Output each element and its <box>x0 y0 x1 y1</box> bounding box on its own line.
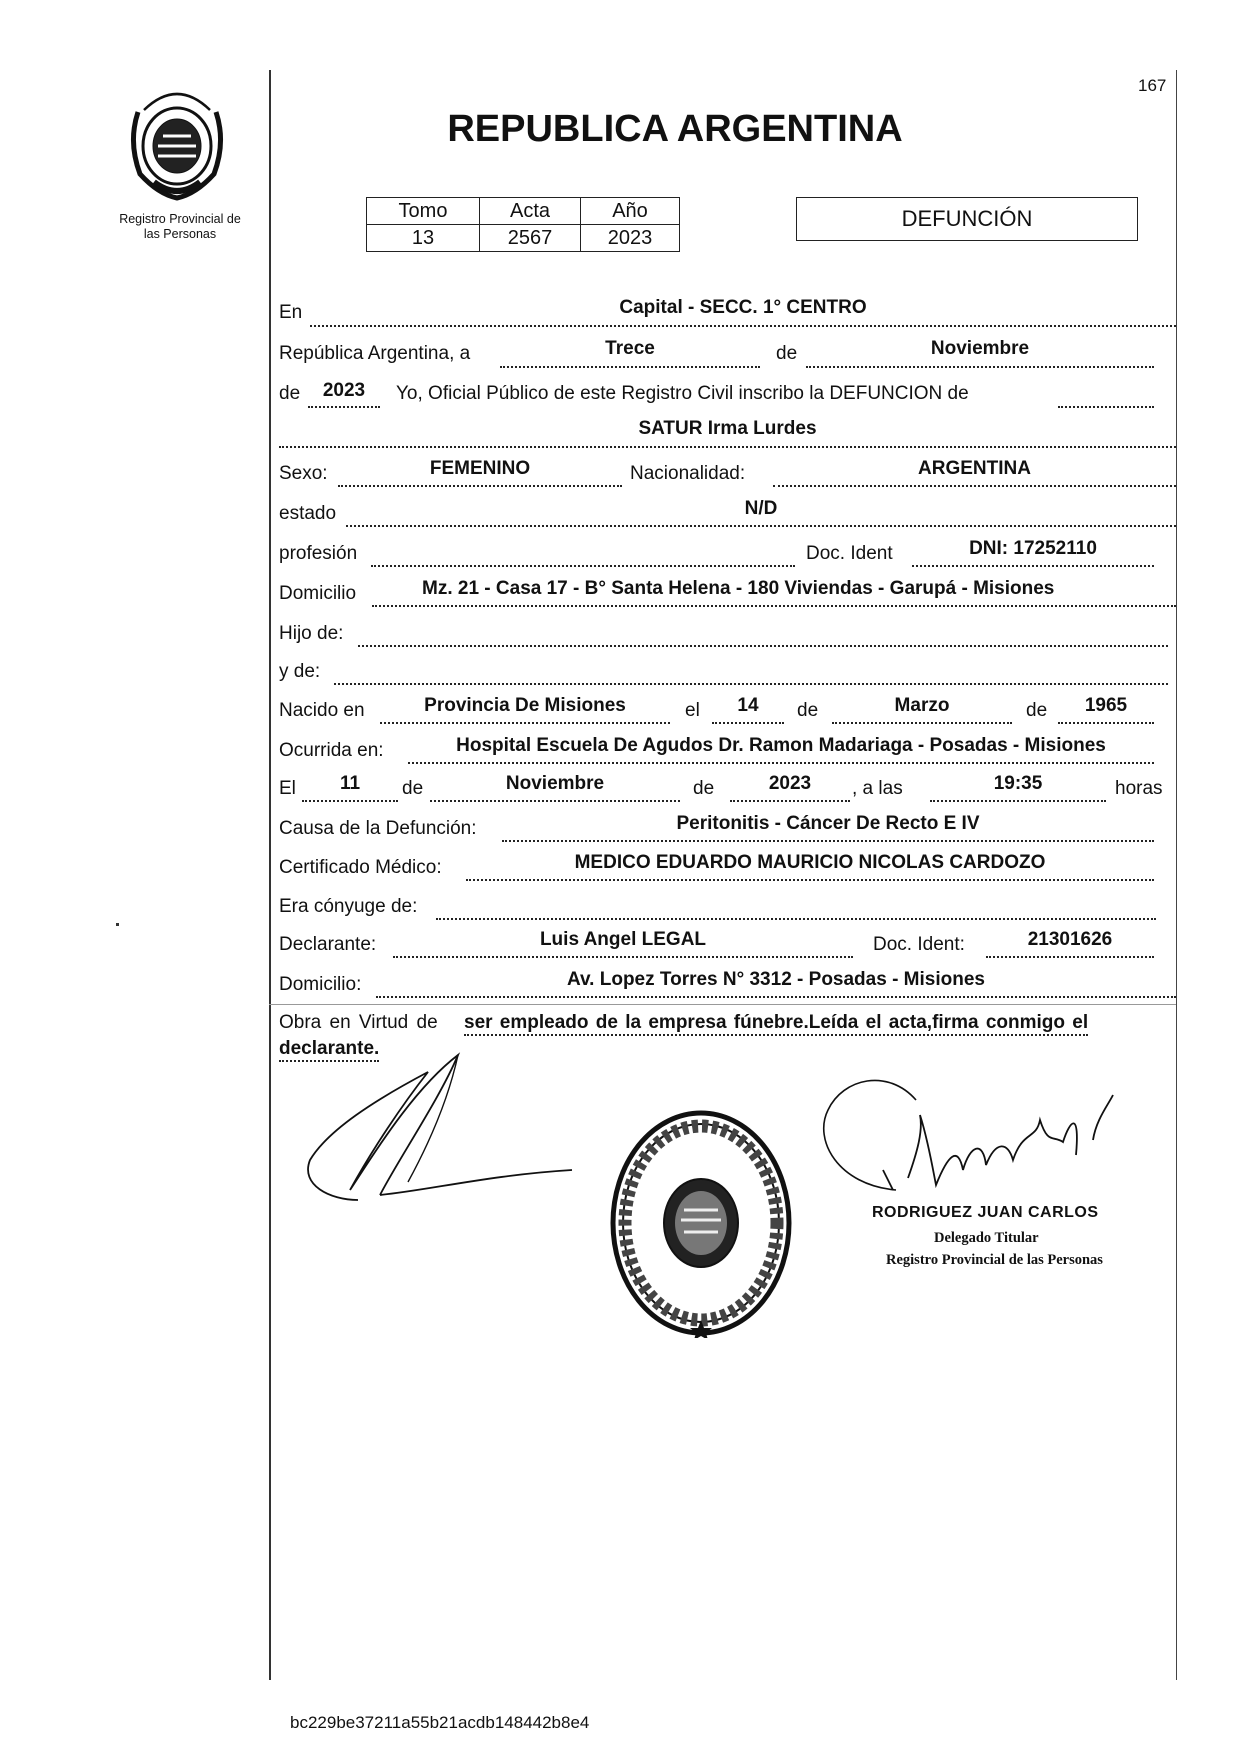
field-obra-1: ser empleado de la empresa fúnebre.Leída el acta,firma conmigo el <box>464 1012 1088 1036</box>
label-de: de <box>402 778 424 799</box>
label-republica: República Argentina, a <box>279 343 471 364</box>
table-value-anio: 2023 <box>581 225 680 252</box>
dotted-line <box>806 366 1154 368</box>
field-nacido-anio: 1965 <box>1084 695 1128 716</box>
dotted-line <box>380 722 670 724</box>
dotted-line <box>310 325 1176 327</box>
field-nacido-dia: 14 <box>737 695 759 716</box>
dotted-line <box>408 762 1154 764</box>
label-de: de <box>279 383 301 404</box>
field-declarante: Luis Angel LEGAL <box>539 929 707 950</box>
dotted-line <box>912 565 1154 567</box>
record-type-box <box>796 197 1138 241</box>
field-fallec-mes: Noviembre <box>505 773 605 794</box>
label-nacionalidad: Nacionalidad: <box>630 463 746 484</box>
dotted-line <box>376 996 1176 998</box>
dotted-line <box>302 800 398 802</box>
label-doc-ident: Doc. Ident <box>806 543 893 564</box>
field-sexo: FEMENINO <box>429 458 531 479</box>
official-stamp-role: Delegado Titular <box>934 1230 1039 1246</box>
label-de: de <box>776 343 798 364</box>
label-doc-ident: Doc. Ident: <box>873 934 965 955</box>
dotted-line <box>1058 406 1154 408</box>
field-nacido-lugar: Provincia De Misiones <box>424 695 626 716</box>
field-nombre: SATUR Irma Lurdes <box>638 418 817 439</box>
table-value-acta: 2567 <box>480 225 581 252</box>
divider <box>269 1004 1176 1005</box>
dotted-line <box>986 956 1154 958</box>
table-header-tomo: Tomo <box>367 198 480 225</box>
dotted-line <box>773 485 1176 487</box>
field-mes: Noviembre <box>930 338 1030 359</box>
label-y-de: y de: <box>279 661 321 682</box>
dotted-line <box>712 722 784 724</box>
dotted-line <box>358 645 1168 647</box>
label-domicilio-declarante: Domicilio: <box>279 974 362 995</box>
label-estado: estado <box>279 503 337 524</box>
label-certificado: Certificado Médico: <box>279 857 442 878</box>
dotted-line <box>502 840 1154 842</box>
dotted-line <box>430 800 680 802</box>
declarant-signature <box>290 1050 590 1230</box>
label-conyuge: Era cónyuge de: <box>279 896 418 917</box>
field-dia-letras: Trece <box>605 338 655 359</box>
dotted-line <box>393 956 853 958</box>
dotted-line <box>372 605 1176 607</box>
field-nacionalidad: ARGENTINA <box>918 458 1031 479</box>
field-fallec-dia: 11 <box>339 773 361 794</box>
misiones-emblem <box>118 82 236 204</box>
label-de: de <box>797 700 819 721</box>
footer-hash: bc229be37211a55b21acdb148442b8e4 <box>290 1713 590 1732</box>
dotted-line <box>500 366 760 368</box>
dotted-line <box>308 406 380 408</box>
field-declarante-doc: 21301626 <box>1027 929 1113 950</box>
dotted-line <box>832 722 1012 724</box>
table-header-anio: Año <box>581 198 680 225</box>
label-sexo: Sexo: <box>279 463 328 484</box>
label-horas: horas <box>1115 778 1163 799</box>
label-en: En <box>279 302 303 323</box>
label-causa: Causa de la Defunción: <box>279 818 477 839</box>
label-de: de <box>693 778 715 799</box>
official-stamp-name: RODRIGUEZ JUAN CARLOS <box>872 1204 1099 1221</box>
label-el: El <box>279 778 296 799</box>
label-nacido-en: Nacido en <box>279 700 365 721</box>
left-margin-line <box>269 70 271 1680</box>
dotted-line <box>371 565 795 567</box>
field-anio: 2023 <box>322 380 366 401</box>
dotted-line <box>279 446 1176 448</box>
field-certificado: MEDICO EDUARDO MAURICIO NICOLAS CARDOZO <box>574 852 1046 873</box>
round-seal <box>606 1108 796 1338</box>
field-nacido-mes: Marzo <box>894 695 950 716</box>
table-value-tomo: 13 <box>367 225 480 252</box>
page-number: 167 <box>1138 76 1167 95</box>
record-type: DEFUNCIÓN <box>901 206 1033 231</box>
table-header-acta: Acta <box>480 198 581 225</box>
label-a-las: , a las <box>852 778 903 799</box>
document-title: REPUBLICA ARGENTINA <box>447 108 903 150</box>
label-obra: Obra en Virtud de <box>279 1012 438 1033</box>
label-domicilio: Domicilio <box>279 583 357 604</box>
label-de: de <box>1026 700 1048 721</box>
field-estado: N/D <box>744 498 778 519</box>
field-fallec-anio: 2023 <box>768 773 812 794</box>
dotted-line <box>466 879 1154 881</box>
dotted-line <box>930 800 1106 802</box>
field-obra-2: declarante. <box>279 1038 379 1062</box>
label-profesion: profesión <box>279 543 358 564</box>
field-domicilio: Mz. 21 - Casa 17 - B° Santa Helena - 180 Viviendas - Garupá - Misiones <box>422 578 1055 599</box>
label-hijo-de: Hijo de: <box>279 623 344 644</box>
official-stamp-office: Registro Provincial de las Personas <box>886 1252 1103 1268</box>
label-declarante: Declarante: <box>279 934 377 955</box>
record-table <box>366 197 680 252</box>
dotted-line <box>436 918 1156 920</box>
issuer-label: Registro Provincial de las Personas <box>119 212 241 241</box>
field-hora: 19:35 <box>993 773 1043 794</box>
dotted-line <box>730 800 850 802</box>
stray-mark <box>116 923 119 926</box>
field-lugar: Capital - SECC. 1° CENTRO <box>619 297 867 318</box>
field-declarante-domicilio: Av. Lopez Torres N° 3312 - Posadas - Misiones <box>567 969 985 990</box>
field-ocurrida-en: Hospital Escuela De Agudos Dr. Ramon Madariaga - Posadas - Misiones <box>456 735 1106 756</box>
dotted-line <box>338 485 622 487</box>
label-el: el <box>685 700 700 721</box>
dotted-line <box>346 525 1176 527</box>
label-yo: Yo, Oficial Público de este Registro Civil inscribo la DEFUNCION de <box>396 383 969 404</box>
label-ocurrida-en: Ocurrida en: <box>279 740 384 761</box>
field-causa: Peritonitis - Cáncer De Recto E IV <box>676 813 980 834</box>
field-doc: DNI: 17252110 <box>969 538 1097 559</box>
right-margin-line <box>1176 70 1177 1680</box>
dotted-line <box>1058 722 1154 724</box>
dotted-line <box>334 683 1168 685</box>
